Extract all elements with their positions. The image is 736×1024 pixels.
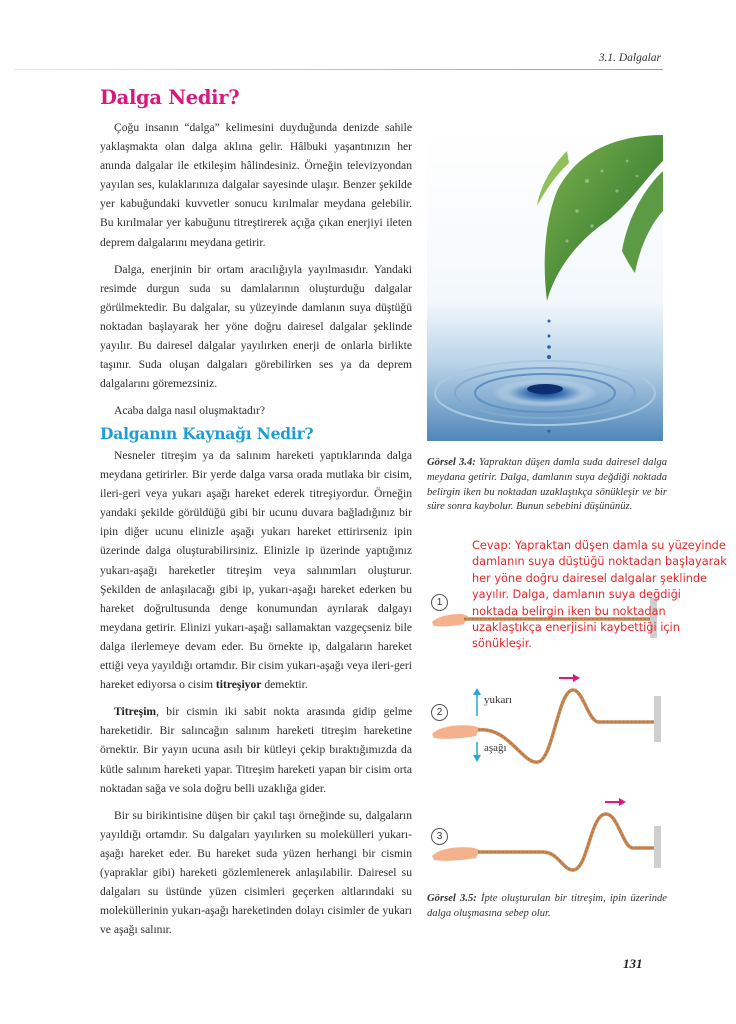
source-paragraph (100, 446, 412, 694)
source-paragraph-text: Nesneler titreşim ya da salınım hareketi yaptıklarında dalga meydana getirirler. Bir yerde dalga varsa orada mutlaka bir cisim, ileri-geri veya yukarı aşağı hareket ederek titreşiyordur. Örneğin yandaki şekilde görüldüğü gibi bir ucunu duvara bağladığınız bir ipin diğer ucunu elinizle aşağı yukarı hareket ettirirseniz ipin üzerinde dalga oluşturabilirsiniz. Elinizle ip üzerinde yaptığınız yukarı-aşağı hareketler titreşim veya salınımları oluşturur. Şekilden de anlaşılacağı gibi ip, yukarı-aşağı hareket ederken bu hareket doğrultusunda denge konumundan ayrılarak dalgayı meydana getirir. Elinizi yukarı-aşağı sallamaktan vazgeçseniz bile dalga ilerlemeye devam eder. Bu örnekte ip, dalgaların hareket ettiği veya yayıldığı ortamdır. Bir cisim yukarı-aşağı veya ileri-geri hareket ediyorsa o cisim (100, 449, 412, 692)
intro-paragraph-2: Dalga, enerjinin bir ortam aracılığıyla yayılmasıdır. Yandaki resimde durgun suda su damlalarının oluşturduğu dalgalar görülmektedir. Bu dalgalar, su yüzeyinde damlanın suya düştüğü noktadan başlayarak her yöne doğru dairesel dalgalar şeklinde yayılır. Bu dairesel dalgalar yayılırken enerji de onlarla birlikte taşınır. Suda oluşan dalgaları görebilirken ses ya da deprem dalgalarını göremezsiniz. (100, 262, 412, 391)
answer-line: damlanın suya düştüğü noktadan başlayarak (472, 555, 727, 569)
direction-arrow-icon (559, 674, 580, 682)
source-paragraph-end: demektir. (264, 678, 308, 692)
down-label: aşağı (484, 742, 507, 754)
answer-line: uzaklaştıkça enerjisini kaybettiği için (472, 621, 680, 635)
answer-note (472, 538, 736, 653)
answer-line: Cevap: Yapraktan düşen damla su yüzeyinde (472, 539, 726, 552)
direction-arrow-icon (605, 798, 626, 806)
pebble-paragraph: Bir su birikintisine düşen bir çakıl taşı örneğinde su, dalgaların yayıldığı ortamdır. Su dalgaları yayılırken su molekülleri yukarı-aşağı hareket eder. Bu hareket suda yüzen herhangi bir cismin (yapraklar gibi) hareketi gözlemlenerek anlaşılabilir. Dairesel su dalgaları su üstünde yüzen cisimleri geçerken altlarındaki su moleküllerinin yukarı-aşağı hareketinden dolayı cisimler de yukarı ve aşağı salınır. (100, 808, 412, 937)
answer-line: her yöne doğru dairesel dalgalar şeklinde (472, 571, 707, 585)
intro-text-block (100, 118, 412, 420)
titresiyor-term: titreşiyor (215, 678, 262, 692)
page-number: 131 (623, 956, 643, 971)
rope-figure-step-3 (428, 790, 668, 880)
rope-figure-step-2 (428, 670, 668, 780)
figure-3-4-caption (427, 456, 667, 515)
leaf-water-drop-photo (427, 131, 663, 441)
vibration-paragraph (100, 702, 412, 797)
figure-3-5-label: Görsel 3.5: (427, 893, 477, 904)
figure-3-5-caption-text: İpte oluşturulan bir titreşim, ipin üzerinde dalga oluşmasına sebep olur. (427, 893, 667, 919)
header-divider (14, 69, 663, 70)
answer-line: yayılır. Dalga, damlanın suya değdiği (472, 588, 681, 602)
step-number-badge: 1 (431, 594, 448, 611)
figure-3-4-label: Görsel 3.4: (427, 457, 476, 468)
section-header-label: 3.1. Dalgalar (598, 52, 661, 64)
vibration-paragraph-text: , bir cismin iki sabit nokta arasında gidip gelme hareketidir. Bir salıncağın salınım hareketi titreşim hareketine örnektir. Bir yayın ucuna asılı bir kütleyi çekip bıraktığımızda da kütle salınım hareketi yapar. Titreşim hareketi yapan bir cisim orta noktadan sağa ve sola doğru belli uzaklığa gider. (100, 705, 412, 795)
wave-source-text-block (100, 446, 412, 939)
up-label: yukarı (484, 694, 513, 706)
intro-paragraph-1: Çoğu insanın “dalga” kelimesini duyduğunda denizde sahile yaklaşmakta olan dalga aklına gelir. Hâlbuki yaşantınızın her anında dalgalar ile etkileşim hâlindesiniz. Örneğin televizyondan yayılan ses, kulaklarınıza dalgalar sayesinde ulaşır. Benzer şekilde yer kabuğundaki kuvvetler sonucu kırılmalar meydana gelebilir. Bu kırılmalar yer kabuğunu titreştirerek açığa çıkan enerjiyi ileten deprem dalgalarını meydana getirir. (100, 121, 412, 249)
figure-3-4-caption-text: Yapraktan düşen damla suda dairesel dalga meydana getirir. Dalga, damlanın suya değdiği noktada belirgin iken bu noktadan uzaklaştıkça sönükleşir ve bir süre sonra kaybolur. Bunun sebebini düşününüz. (427, 457, 667, 513)
answer-line: sönükleşir. (472, 637, 532, 651)
intro-question: Acaba dalga nasıl oluşmaktadır? (114, 404, 265, 418)
page-title: Dalga Nedir? (100, 86, 240, 109)
figure-3-5-caption (427, 892, 667, 922)
step-number-badge: 3 (431, 828, 448, 845)
answer-line: noktada belirgin iken bu noktadan (472, 604, 666, 618)
titresim-term: Titreşim (114, 705, 157, 719)
section-subtitle: Dalganın Kaynağı Nedir? (100, 424, 314, 443)
step-number-badge: 2 (431, 704, 448, 721)
